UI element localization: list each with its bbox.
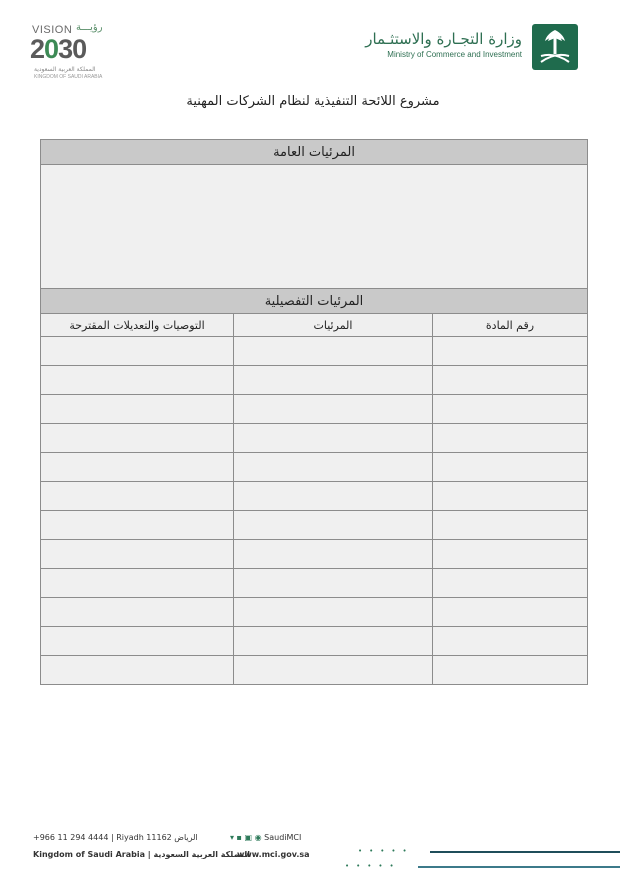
article-number-cell[interactable] [433, 656, 588, 685]
vision-year: 2030 [30, 34, 87, 64]
remarks-cell[interactable] [234, 627, 433, 656]
recommendations-cell[interactable] [41, 569, 234, 598]
decorative-dots-top: ••••• [358, 847, 414, 855]
recommendations-cell[interactable] [41, 337, 234, 366]
remarks-cell[interactable] [234, 656, 433, 685]
table-row [41, 627, 588, 656]
recommendations-cell[interactable] [41, 395, 234, 424]
column-header-recommendations: التوصيات والتعديلات المقترحة [41, 314, 234, 337]
article-number-cell[interactable] [433, 453, 588, 482]
ministry-name [365, 30, 522, 59]
recommendations-cell[interactable] [41, 598, 234, 627]
footer-website: www.mci.gov.sa [237, 850, 310, 859]
vision-sub-en: KINGDOM OF SAUDI ARABIA [34, 74, 103, 80]
remarks-cell[interactable] [234, 395, 433, 424]
ministry-name-ar: وزارة التجـارة والاستثـمار [365, 30, 522, 48]
remarks-cell[interactable] [234, 337, 433, 366]
recommendations-cell[interactable] [41, 482, 234, 511]
saudi-emblem-icon [532, 24, 578, 70]
recommendations-cell[interactable] [41, 540, 234, 569]
table-row [41, 366, 588, 395]
remarks-cell[interactable] [234, 453, 433, 482]
table-row [41, 453, 588, 482]
page-footer [0, 830, 620, 878]
decorative-dots-bottom: ••••• [345, 862, 401, 870]
recommendations-cell[interactable] [41, 511, 234, 540]
page-title: مشروع اللائحة التنفيذية لنظام الشركات المهنية [186, 94, 440, 109]
remarks-cell[interactable] [234, 569, 433, 598]
article-number-cell[interactable] [433, 511, 588, 540]
recommendations-cell[interactable] [41, 424, 234, 453]
column-header-remarks: المرئيات [234, 314, 433, 337]
article-number-cell[interactable] [433, 424, 588, 453]
table-row [41, 424, 588, 453]
ministry-name-en: Ministry of Commerce and Investment [387, 50, 522, 59]
footer-country: Kingdom of Saudi Arabia | المملكة العربية السعودية [33, 850, 251, 859]
detailed-remarks-header: المرئيات التفصيلية [41, 289, 588, 314]
article-number-cell[interactable] [433, 337, 588, 366]
vision-2030-logo [30, 22, 110, 80]
recommendations-cell[interactable] [41, 453, 234, 482]
general-remarks-header: المرئيات العامة [41, 140, 588, 165]
table-row [41, 569, 588, 598]
remarks-cell[interactable] [234, 482, 433, 511]
table-row [41, 337, 588, 366]
article-number-cell[interactable] [433, 482, 588, 511]
article-number-cell[interactable] [433, 569, 588, 598]
vision-label-ar: رؤيـــة [76, 22, 103, 33]
vision-sub-ar: المملكة العربية السعودية [34, 66, 96, 73]
article-number-cell[interactable] [433, 598, 588, 627]
general-remarks-field[interactable] [41, 165, 588, 289]
footer-line-bottom [418, 866, 620, 868]
remarks-cell[interactable] [234, 598, 433, 627]
page-header [0, 0, 620, 90]
article-number-cell[interactable] [433, 540, 588, 569]
table-row [41, 482, 588, 511]
table-row [41, 511, 588, 540]
recommendations-cell[interactable] [41, 366, 234, 395]
social-icons: ▾ ▪ ▣ ◉ [230, 833, 265, 842]
recommendations-cell[interactable] [41, 656, 234, 685]
footer-social: ▾ ▪ ▣ ◉ SaudiMCI [230, 833, 302, 842]
feedback-form-table [40, 139, 588, 685]
footer-contact: +966 11 294 4444 | Riyadh 11162 الرياض [33, 833, 198, 842]
remarks-cell[interactable] [234, 366, 433, 395]
remarks-cell[interactable] [234, 511, 433, 540]
table-row [41, 656, 588, 685]
article-number-cell[interactable] [433, 366, 588, 395]
remarks-cell[interactable] [234, 540, 433, 569]
recommendations-cell[interactable] [41, 627, 234, 656]
table-row [41, 540, 588, 569]
article-number-cell[interactable] [433, 627, 588, 656]
remarks-cell[interactable] [234, 424, 433, 453]
vision-label: VISION [32, 24, 73, 36]
article-number-cell[interactable] [433, 395, 588, 424]
table-row [41, 395, 588, 424]
table-row [41, 598, 588, 627]
footer-line-top [430, 851, 620, 853]
column-header-article-number: رقم المادة [433, 314, 588, 337]
